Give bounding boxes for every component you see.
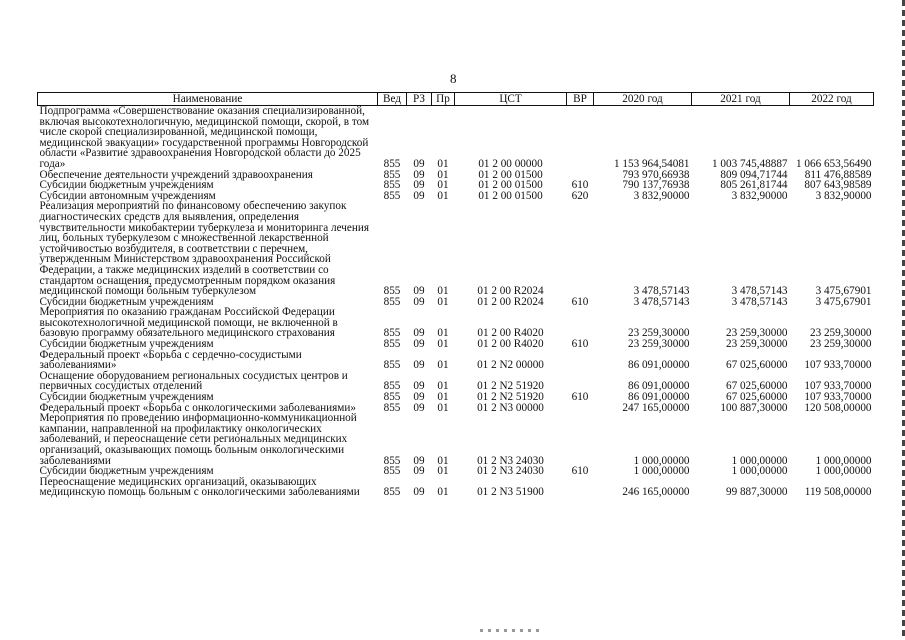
row-amount-2020: 86 091,00000	[627, 391, 690, 404]
row-pr: 01	[437, 401, 449, 414]
row-ved: 855	[383, 454, 401, 467]
row-vr: 610	[571, 465, 589, 478]
row-amount-2022: 3 475,67901	[815, 295, 872, 308]
row-vr	[567, 106, 594, 170]
row-cst: 01 2 N2 51920	[477, 380, 544, 393]
row-amount-2020: 86 091,00000	[627, 359, 690, 372]
row-name: Субсидии автономным учреждениям	[39, 189, 216, 202]
row-amount-2021: 99 887,30000	[725, 486, 788, 499]
row-name: Обеспечение деятельности учреждений здравоохранения	[39, 168, 313, 181]
row-name: Федеральный проект «Борьба с онкологическими заболеваниями»	[39, 401, 356, 414]
row-amount-2021: 67 025,60000	[725, 359, 788, 372]
row-ved: 855	[383, 391, 401, 404]
row-amount-2020: 246 165,00000	[622, 486, 690, 499]
row-cst: 01 2 00 R4020	[477, 338, 544, 351]
row-pr: 01	[437, 179, 449, 192]
row-amount-2021: 67 025,60000	[725, 391, 788, 404]
header-name: Наименование	[38, 93, 378, 106]
header-vr: ВР	[567, 93, 594, 106]
row-name: Федеральный проект «Борьба с сердечно-сосудистыми заболеваниями»	[39, 348, 302, 372]
row-amount-2021: 23 259,30000	[725, 327, 788, 340]
row-rz: 09	[413, 168, 425, 181]
row-amount-2022: 807 643,98589	[804, 179, 872, 192]
table-row	[38, 371, 874, 392]
scan-specks	[480, 629, 540, 632]
row-cst: 01 2 N3 24030	[477, 454, 544, 467]
row-ved: 855	[383, 285, 401, 298]
row-ved: 855	[383, 486, 401, 499]
row-vr	[567, 307, 594, 339]
table-row	[38, 307, 874, 339]
row-vr	[567, 350, 594, 371]
row-amount-2021: 3 478,57143	[731, 285, 788, 298]
row-pr: 01	[437, 486, 449, 499]
row-amount-2022: 3 475,67901	[815, 285, 872, 298]
row-cst: 01 2 00 R2024	[477, 285, 544, 298]
row-vr: 610	[571, 338, 589, 351]
row-rz: 09	[413, 295, 425, 308]
row-cst: 01 2 N2 00000	[477, 359, 544, 372]
header-2020: 2020 год	[594, 93, 692, 106]
row-name: Переоснащение медицинских организаций, оказывающих медицинскую помощь больным с онкологическими заболеваниями	[39, 475, 360, 499]
row-amount-2020: 23 259,30000	[627, 338, 690, 351]
row-amount-2022: 811 476,88589	[804, 168, 872, 181]
table-row	[38, 350, 874, 371]
row-pr: 01	[437, 295, 449, 308]
row-amount-2022: 3 832,90000	[815, 189, 872, 202]
row-amount-2021: 3 832,90000	[731, 189, 788, 202]
row-amount-2021: 67 025,60000	[725, 380, 788, 393]
row-amount-2022: 23 259,30000	[809, 338, 872, 351]
row-amount-2020: 793 970,66938	[622, 168, 690, 181]
row-amount-2021: 1 000,00000	[731, 454, 788, 467]
row-vr: 610	[571, 295, 589, 308]
row-cst: 01 2 00 00000	[478, 157, 543, 170]
row-pr: 01	[437, 465, 449, 478]
row-ved: 855	[383, 168, 401, 181]
row-amount-2022: 1 000,00000	[815, 454, 872, 467]
row-pr: 01	[437, 359, 449, 372]
row-vr	[567, 201, 594, 296]
row-amount-2021: 3 478,57143	[731, 295, 788, 308]
row-ved: 855	[383, 295, 401, 308]
table-row	[38, 477, 874, 498]
row-amount-2020: 86 091,00000	[627, 380, 690, 393]
header-ved: Вед	[378, 93, 407, 106]
row-name: Реализация мероприятий по финансовому обеспечению закупок диагностических средств для выявления, определения чувствительности микобактерии туберкулеза и мониторинга лечения лиц, больных туберкулезом с множественной лекарственной устойчивостью возбудителя, в соответствии с перечнем, утвержденным Министерством здравоохранения Российской Федерации, а также медицинских изделий в соответствии со стандартом оснащения, предусмотренным порядком оказания медицинской помощи больным туберкулезом	[39, 200, 369, 298]
row-rz: 09	[413, 157, 425, 170]
row-ved: 855	[383, 189, 401, 202]
header-cst: ЦСТ	[455, 93, 567, 106]
header-2022: 2022 год	[790, 93, 874, 106]
row-cst: 01 2 N3 24030	[477, 465, 544, 478]
header-2021: 2021 год	[692, 93, 790, 106]
row-name: Субсидии бюджетным учреждениям	[39, 391, 214, 404]
table-row	[38, 413, 874, 466]
row-name: Мероприятия по проведению информационно-коммуникационной кампании, направленной на профилактику онкологических заболеваний, и переоснащение сети региональных медицинских организаций, оказывающих помощь больным онкологическими заболеваниями	[39, 412, 357, 467]
row-cst: 01 2 N3 51900	[477, 486, 544, 499]
row-amount-2021: 1 000,00000	[731, 465, 788, 478]
table-header	[38, 93, 874, 106]
row-ved: 855	[383, 380, 401, 393]
row-rz: 09	[413, 391, 425, 404]
row-amount-2020: 1 000,00000	[633, 454, 690, 467]
row-rz: 09	[413, 327, 425, 340]
row-rz: 09	[413, 359, 425, 372]
row-pr: 01	[437, 454, 449, 467]
header-pr: Пр	[432, 93, 455, 106]
row-rz: 09	[413, 179, 425, 192]
table-row	[38, 201, 874, 296]
row-amount-2020: 23 259,30000	[627, 327, 690, 340]
row-rz: 09	[413, 338, 425, 351]
row-name: Подпрограмма «Совершенствование оказания специализированной, включая высокотехнологичную, медицинской помощи, скорой, в том числе скорой специализированной, медицинской помощи, медицинской эвакуации» государственной программы Новгородской области «Развитие здравоохранения Новгородской области до 2025 года»	[39, 105, 370, 170]
row-amount-2022: 23 259,30000	[809, 327, 872, 340]
row-vr: 620	[571, 189, 589, 202]
row-name: Оснащение оборудованием региональных сосудистых центров и первичных сосудистых отделений	[39, 369, 348, 393]
row-name: Субсидии бюджетным учреждениям	[39, 465, 214, 478]
row-rz: 09	[413, 401, 425, 414]
row-amount-2021: 23 259,30000	[725, 338, 788, 351]
row-cst: 01 2 00 R2024	[477, 295, 544, 308]
row-ved: 855	[383, 465, 401, 478]
row-pr: 01	[437, 391, 449, 404]
row-amount-2020: 247 165,00000	[622, 401, 690, 414]
budget-table	[37, 92, 874, 498]
row-rz: 09	[413, 486, 425, 499]
row-vr	[567, 403, 594, 414]
row-amount-2022: 107 933,70000	[804, 359, 872, 372]
table-row	[38, 106, 874, 170]
row-pr: 01	[437, 338, 449, 351]
row-amount-2022: 1 000,00000	[815, 465, 872, 478]
row-amount-2020: 790 137,76938	[622, 179, 690, 192]
row-cst: 01 2 00 01500	[478, 179, 543, 192]
row-pr: 01	[437, 380, 449, 393]
header-rz: РЗ	[407, 93, 432, 106]
row-amount-2022: 107 933,70000	[804, 380, 872, 393]
row-name: Субсидии бюджетным учреждениям	[39, 338, 214, 351]
row-ved: 855	[383, 359, 401, 372]
row-ved: 855	[383, 157, 401, 170]
row-ved: 855	[383, 327, 401, 340]
row-vr	[567, 413, 594, 466]
row-amount-2021: 100 887,30000	[720, 401, 788, 414]
row-vr	[567, 371, 594, 392]
table-body	[38, 106, 874, 498]
row-cst: 01 2 N2 51920	[477, 391, 544, 404]
row-amount-2020: 3 832,90000	[633, 189, 690, 202]
row-rz: 09	[413, 285, 425, 298]
row-rz: 09	[413, 465, 425, 478]
row-rz: 09	[413, 454, 425, 467]
row-name: Субсидии бюджетным учреждениям	[39, 295, 214, 308]
row-pr: 01	[437, 285, 449, 298]
row-pr: 01	[437, 168, 449, 181]
row-amount-2022: 107 933,70000	[804, 391, 872, 404]
page-number: 8	[450, 71, 457, 86]
row-vr: 610	[571, 179, 589, 192]
row-ved: 855	[383, 179, 401, 192]
row-pr: 01	[437, 327, 449, 340]
row-vr	[567, 477, 594, 498]
row-amount-2022: 119 508,00000	[804, 486, 872, 499]
row-amount-2021: 805 261,81744	[720, 179, 788, 192]
row-pr: 01	[437, 157, 449, 170]
row-pr: 01	[437, 189, 449, 202]
row-cst: 01 2 00 01500	[478, 168, 543, 181]
row-name: Мероприятия по оказанию гражданам Российской Федерации высокотехнологичной медицинской помощи, не включенной в базовую программу обязательного медицинского страхования	[39, 306, 338, 340]
row-amount-2020: 3 478,57143	[633, 295, 690, 308]
row-amount-2020: 1 153 964,54081	[613, 157, 690, 170]
row-name: Субсидии бюджетным учреждениям	[39, 179, 214, 192]
row-cst: 01 2 N3 00000	[477, 401, 544, 414]
row-ved: 855	[383, 401, 401, 414]
row-amount-2022: 120 508,00000	[804, 401, 872, 414]
row-amount-2020: 3 478,57143	[633, 285, 690, 298]
row-rz: 09	[413, 189, 425, 202]
row-cst: 01 2 00 R4020	[477, 327, 544, 340]
row-ved: 855	[383, 338, 401, 351]
row-cst: 01 2 00 01500	[478, 189, 543, 202]
row-vr: 610	[571, 391, 589, 404]
row-rz: 09	[413, 380, 425, 393]
row-amount-2022: 1 066 653,56490	[795, 157, 872, 170]
row-amount-2021: 1 003 745,48887	[711, 157, 788, 170]
row-amount-2021: 809 094,71744	[720, 168, 788, 181]
row-amount-2020: 1 000,00000	[633, 465, 690, 478]
